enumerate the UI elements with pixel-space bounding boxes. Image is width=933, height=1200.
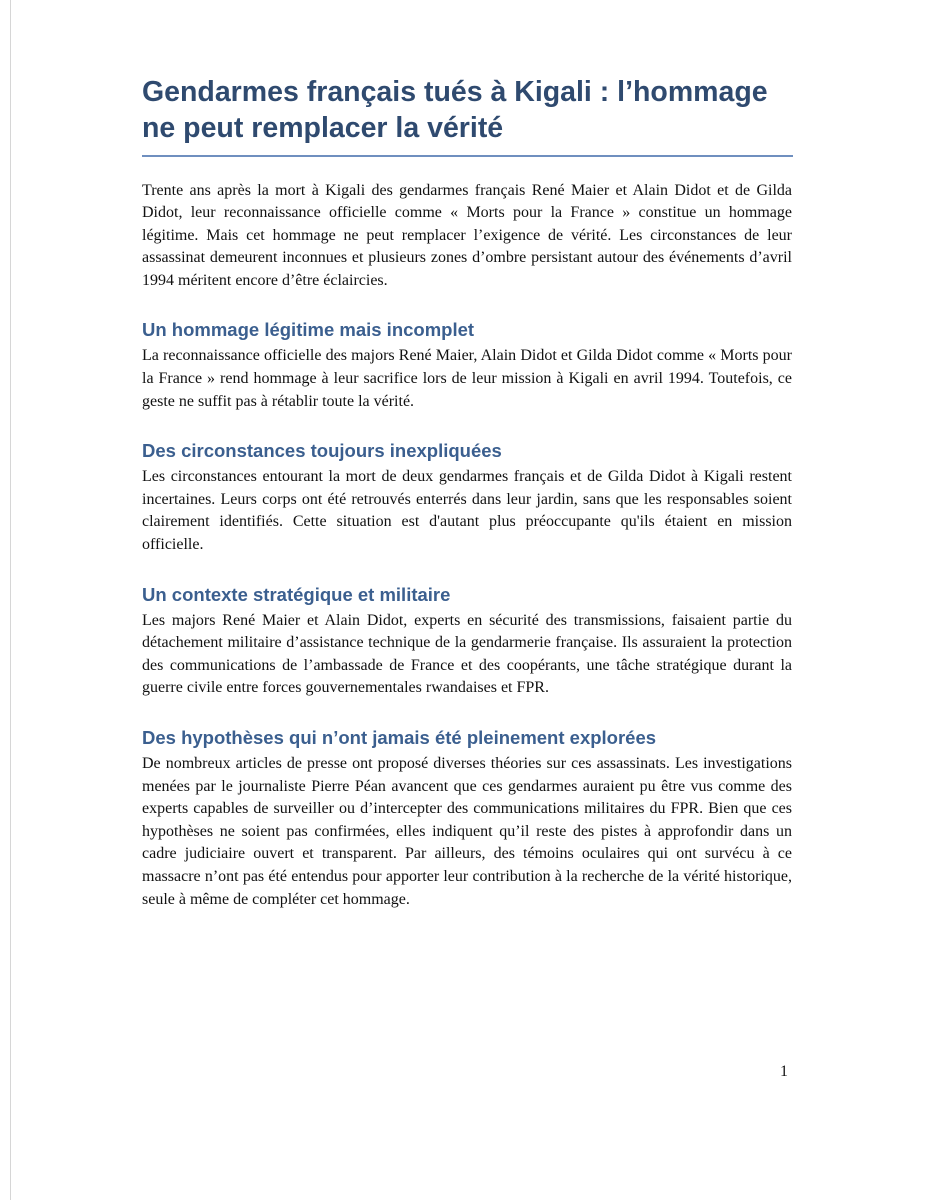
intro-paragraph: Trente ans après la mort à Kigali des gendarmes français René Maier et Alain Didot et de Gilda Didot, leur reconnaissance officielle comme « Morts pour la France » constitue un hommage légitime. Mais cet hommage ne peut remplacer l’exigence de vérité. Les circonstances de leur assassinat demeurent inconnues et plusieurs zones d’ombre persistant autour des événements d’avril 1994 méritent encore d’être éclaircies. (142, 181, 792, 289)
section-heading: Un contexte stratégique et militaire (142, 583, 451, 605)
document-page (142, 62, 792, 911)
section-circonstances (142, 439, 792, 556)
section-heading: Des hypothèses qui n’ont jamais été pleinement explorées (142, 727, 657, 748)
section-heading: Des circonstances toujours inexpliquées (142, 440, 502, 462)
title-underline (142, 155, 793, 157)
section-paragraph: La reconnaissance officielle des majors René Maier, Alain Didot et Gilda Didot comme « Morts pour la France » rend hommage à leur sacrifice lors de leur mission à Kigali en avril 1994. Toutefois, ce geste ne suffit pas à rétablir toute la vérité. (142, 347, 792, 410)
section-hypotheses (142, 726, 792, 911)
section-heading: Un hommage légitime mais incomplet (142, 319, 475, 341)
page-number: 1 (780, 1063, 788, 1080)
section-paragraph: De nombreux articles de presse ont proposé diverses théories sur ces assassinats. Les investigations menées par le journaliste Pierre Péan avancent que ces gendarmes auraient pu être vus comme des experts capables de surveiller ou d’intercepter des communications militaires du FPR. Bien que ces hypothèses ne soient pas confirmées, elles indiquent qu’il reste des pistes à approfondir dans un cadre judiciaire ouvert et transparent. Par ailleurs, des témoins oculaires qui ont survécu à ce massacre n’ont pas été entendus pour apporter leur contribution à la recherche de la vérité historique, seule à même de compléter cet hommage. (142, 755, 792, 908)
document-title: Gendarmes français tués à Kigali : l’hommage ne peut remplacer la vérité (142, 76, 768, 144)
section-paragraph: Les majors René Maier et Alain Didot, experts en sécurité des transmissions, faisaient partie du détachement militaire d’assistance technique de la gendarmerie française. Ils assuraient la protection des communications de l’ambassade de France et des coopérants, une tâche stratégique durant la guerre civile entre forces gouvernementales rwandaises et FPR. (142, 611, 792, 697)
section-hommage (142, 318, 792, 413)
section-paragraph: Les circonstances entourant la mort de deux gendarmes français et de Gilda Didot à Kigali restent incertaines. Leurs corps ont été retrouvés enterrés dans leur jardin, sans que les responsables soient clairement identifiés. Cette situation est d'autant plus préoccupante qu'ils étaient en mission officielle. (142, 468, 792, 554)
page-edge (10, 0, 11, 1200)
section-contexte (142, 583, 792, 700)
